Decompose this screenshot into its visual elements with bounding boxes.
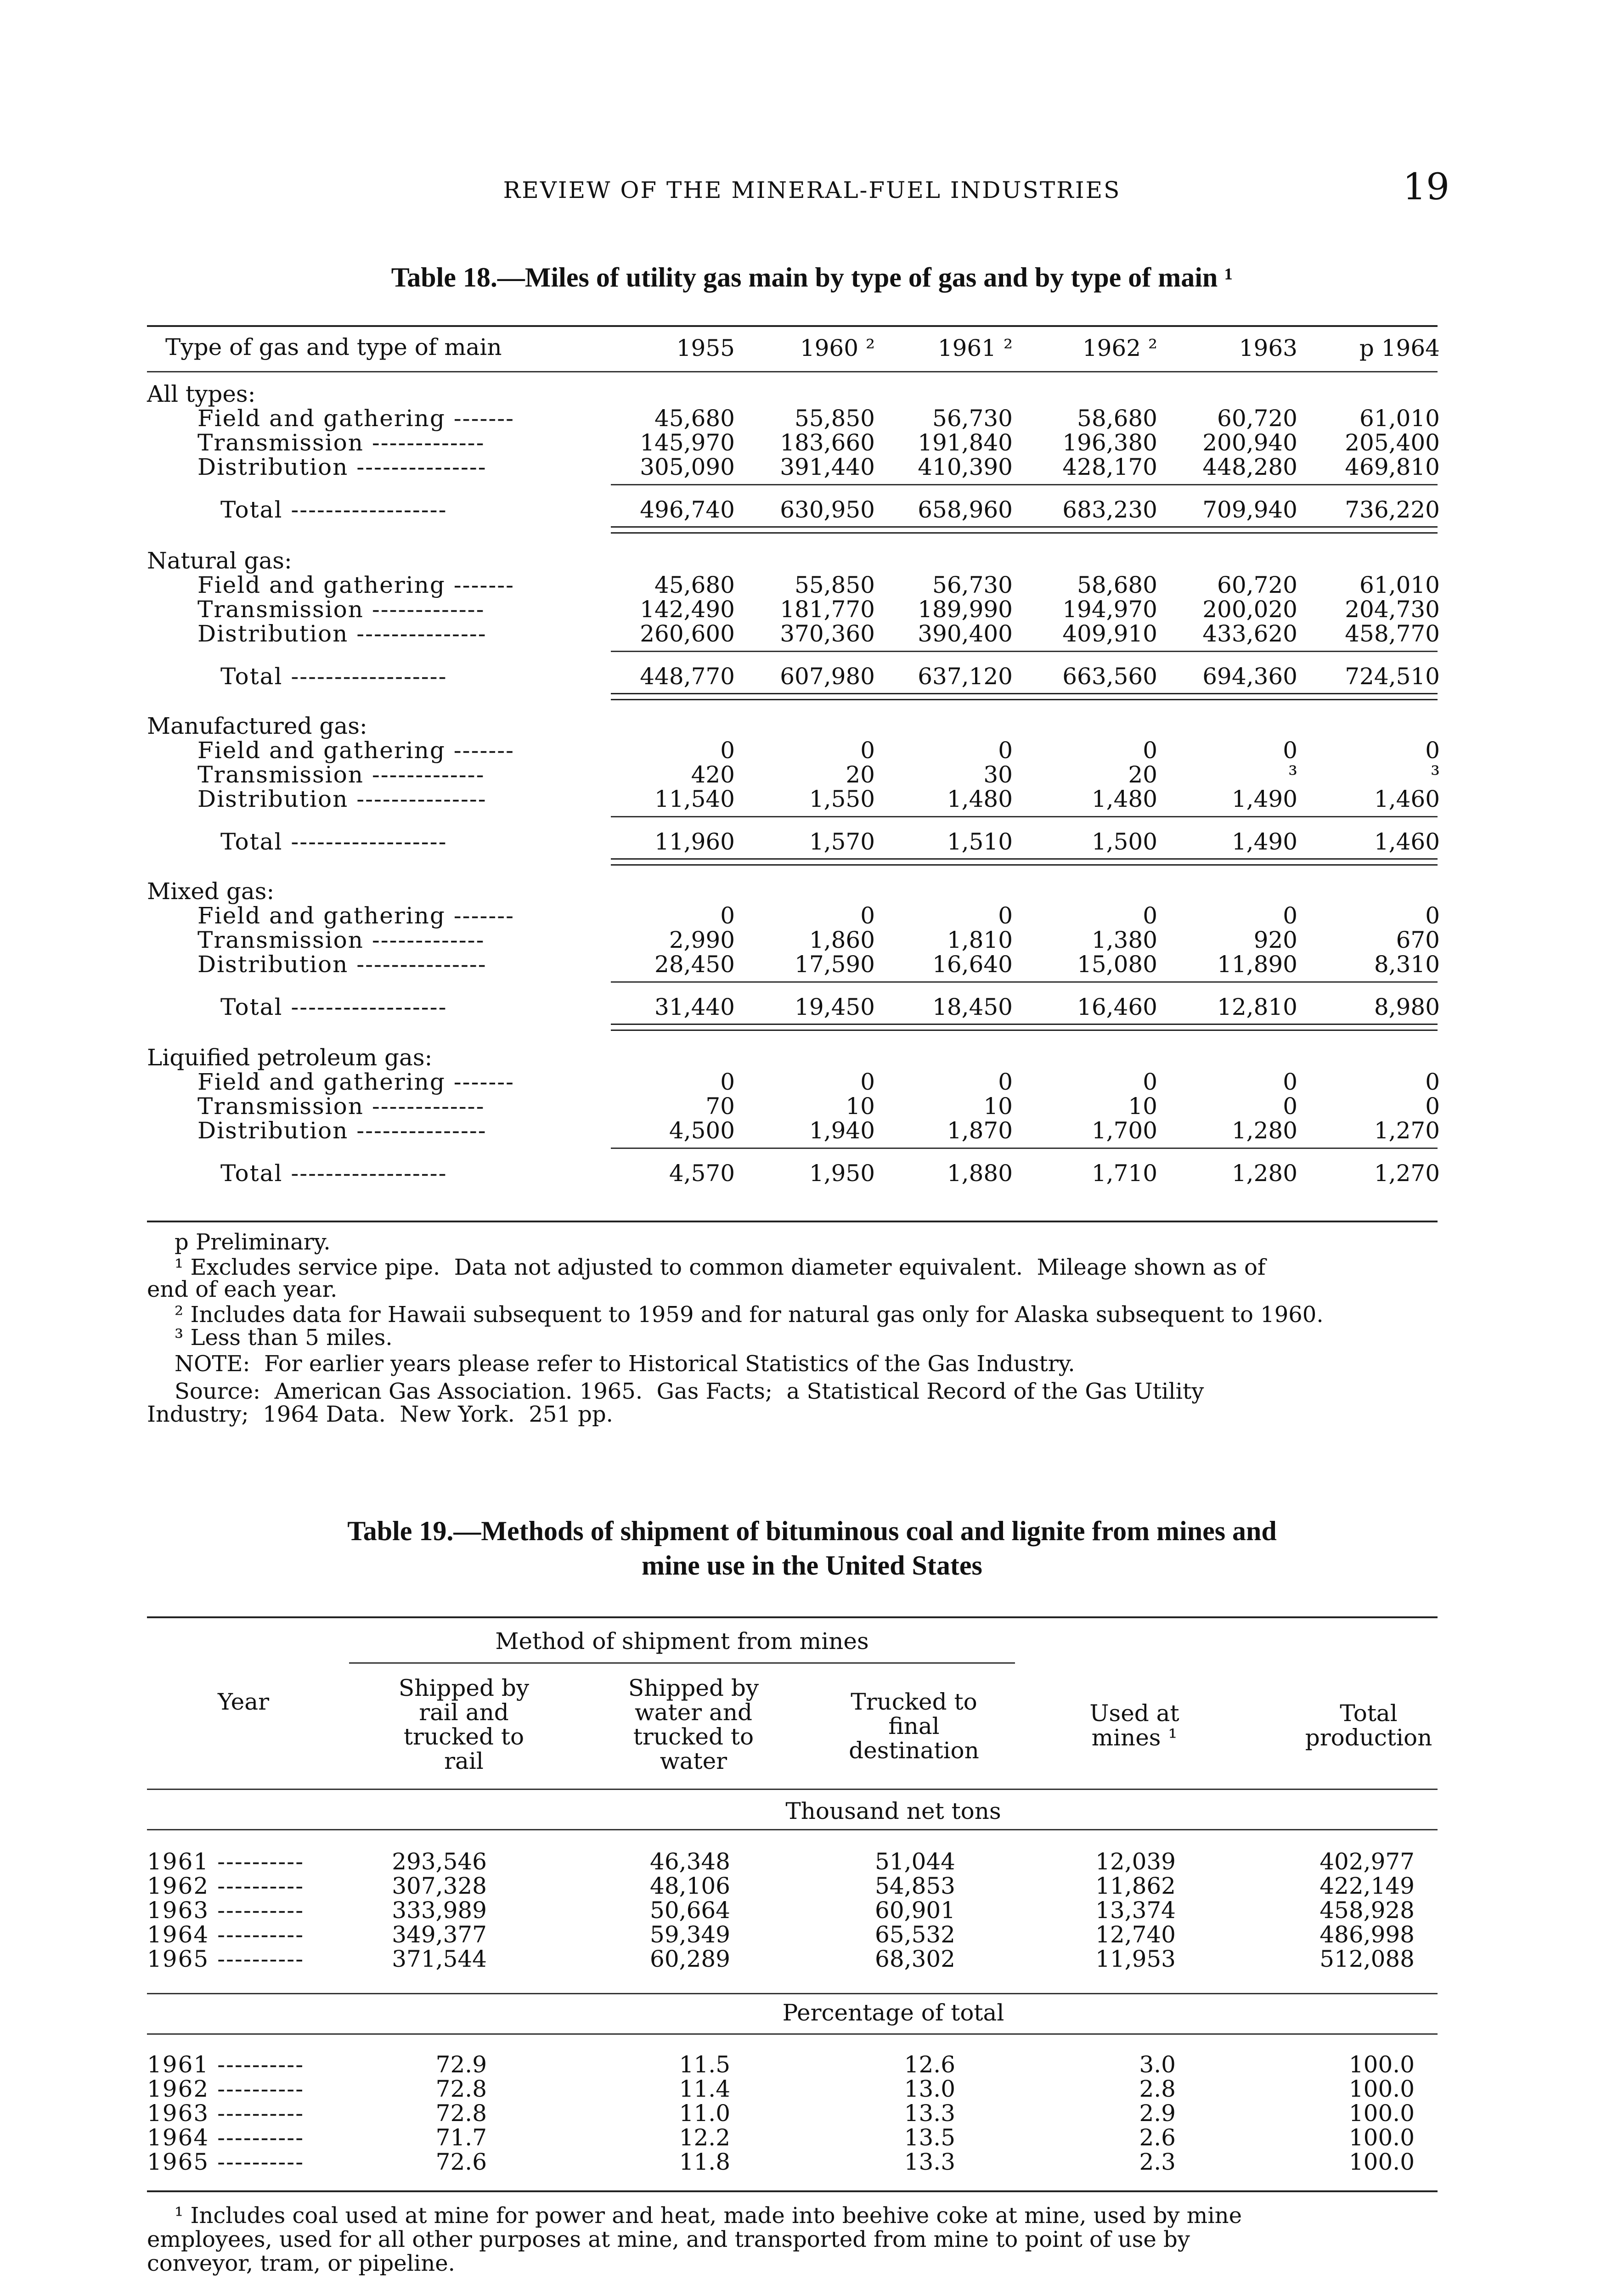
table18-row-label: Distribution --------------- [197,620,487,647]
table18-total-cell: 8,980 [1374,994,1440,1020]
page-number: 19 [1403,165,1449,208]
table18-total-cell: 448,770 [640,663,735,690]
table18-total-cell: 1,270 [1374,1160,1440,1187]
table18-year-header: 1960 ² [800,335,875,361]
table18-cell: 55,850 [795,405,875,432]
table18-cell: 10 [1128,1093,1157,1120]
table19-cell: 100.0 [1348,2149,1415,2175]
table18-cell: 1,940 [809,1117,875,1144]
table19-unit-header-pct: Percentage of total [782,1999,1004,2026]
table18-cell: 61,010 [1359,572,1440,598]
table18-cell: 16,640 [932,951,1013,978]
table18-cell: 390,400 [918,620,1013,647]
table18-total-cell: 658,960 [918,496,1013,523]
table19-col-header: Used at mines ¹ [1089,1700,1179,1751]
table18-cell: 10 [983,1093,1013,1120]
table18-total-label: Total ------------------ [220,496,447,523]
table18-cell: 0 [1283,1093,1297,1120]
table18-group-title: Liquified petroleum gas: [147,1044,433,1071]
table18-cell: 183,660 [780,429,875,456]
table18-total-cell: 663,560 [1062,663,1157,690]
table18-row-label: Distribution --------------- [197,951,487,978]
table18-total-cell: 4,570 [669,1160,735,1187]
running-head: REVIEW OF THE MINERAL-FUEL INDUSTRIES [503,177,1121,203]
table18-cell: 196,380 [1062,429,1157,456]
table18-total-cell: 637,120 [918,663,1013,690]
table18-row-label: Transmission ------------- [197,429,485,456]
table18-cell: 1,860 [809,927,875,953]
table18-footnote: ³ Less than 5 miles. [175,1325,393,1351]
table19-year: 1962 ---------- [147,1873,304,1899]
table19-cell: 48,106 [650,1873,730,1899]
table18-cell: 1,380 [1091,927,1157,953]
table19-year: 1964 ---------- [147,2124,304,2151]
table18-caption: Table 18.—Miles of utility gas main by type of gas and by type of main ¹ [391,262,1233,293]
table18-cell: 0 [1425,1093,1440,1120]
table18-cell: 0 [1425,1069,1440,1095]
table19-cell: 333,989 [392,1897,487,1924]
table19-cell: 349,377 [392,1921,487,1948]
table18-cell: 30 [983,761,1013,788]
table19-col-header: Total production [1305,1700,1432,1751]
table18-total-label: Total ------------------ [220,828,447,855]
table18-cell: 191,840 [918,429,1013,456]
table18-cell: 0 [998,1069,1013,1095]
table18-cell: 189,990 [918,596,1013,623]
table18-footnote: p Preliminary. [175,1229,331,1255]
table18-row-label: Distribution --------------- [197,1117,487,1144]
table19-cell: 12.2 [679,2124,730,2151]
table18-cell: 410,390 [918,454,1013,480]
table18-total-cell: 683,230 [1062,496,1157,523]
table19-unit-rule-pct [147,2033,1438,2035]
table18-cell: 60,720 [1217,572,1297,598]
table18-total-cell: 12,810 [1217,994,1297,1020]
table19-cell: 458,928 [1320,1897,1415,1924]
table18-cell: 370,360 [780,620,875,647]
table18-group-title: All types: [147,381,256,407]
table18-total-cell: 1,880 [947,1160,1013,1187]
table18-row-label: Field and gathering ------- [197,737,515,764]
table19-year: 1964 ---------- [147,1921,304,1948]
table19-cell: 2.9 [1139,2100,1176,2127]
table18-year-header: 1961 ² [937,335,1013,361]
table19-footnote: employees, used for all other purposes at mine, and transported from mine to point of use by [147,2227,1190,2252]
table18-cell: 142,490 [640,596,735,623]
table18-cell: 1,490 [1231,786,1297,812]
table19-unit-header-tons: Thousand net tons [785,1798,1001,1824]
table18-cell: 420 [691,761,735,788]
table19-cell: 11,862 [1095,1873,1176,1899]
table18-footnote: end of each year. [147,1277,338,1302]
table18-group-title: Mixed gas: [147,878,275,905]
table18-cell: 8,310 [1374,951,1440,978]
table18-cell: 145,970 [640,429,735,456]
table19-header-rule [147,1789,1438,1790]
table18-cell: 0 [720,737,735,764]
table19-cell: 72.8 [435,2100,487,2127]
table18-total-cell: 1,460 [1374,828,1440,855]
table18-year-header: 1955 [676,335,735,361]
table19-cell: 293,546 [392,1848,487,1875]
table18-cell: ³ [1288,761,1297,788]
table18-cell: 1,270 [1374,1117,1440,1144]
table18-row-label: Transmission ------------- [197,596,485,623]
table18-cell: 200,940 [1202,429,1297,456]
table18-cell: 10 [846,1093,875,1120]
table19-cell: 100.0 [1348,2124,1415,2151]
table18-year-header: 1963 [1239,335,1297,361]
table19-cell: 371,544 [392,1946,487,1972]
table19-cell: 51,044 [875,1848,955,1875]
table18-row-label: Field and gathering ------- [197,902,515,929]
table18-cell: 1,480 [947,786,1013,812]
table18-cell: 4,500 [669,1117,735,1144]
table18-total-cell: 709,940 [1202,496,1297,523]
table18-total-cell: 630,950 [780,496,875,523]
table18-row-label: Field and gathering ------- [197,405,515,432]
table18-cell: 55,850 [795,572,875,598]
table18-cell: 0 [1143,737,1157,764]
table18-cell: 920 [1253,927,1297,953]
table18-total-label: Total ------------------ [220,663,447,690]
table18-cell: 204,730 [1345,596,1440,623]
table19-cell: 11.0 [679,2100,730,2127]
table18-cell: 60,720 [1217,405,1297,432]
table19-cell: 72.6 [435,2149,487,2175]
table18-cell: 15,080 [1077,951,1157,978]
table18-cell: 28,450 [654,951,735,978]
table19-cell: 2.3 [1139,2149,1176,2175]
table18-total-cell: 1,950 [809,1160,875,1187]
table19-cell: 13,374 [1095,1897,1176,1924]
table18-cell: 20 [1128,761,1157,788]
table19-year: 1965 ---------- [147,2149,304,2175]
table19-cell: 12,039 [1095,1848,1176,1875]
table18-row-label: Field and gathering ------- [197,572,515,598]
table18-stub-header: Type of gas and type of main [165,334,502,360]
table19-cell: 3.0 [1139,2051,1176,2078]
table18-cell: 428,170 [1062,454,1157,480]
table18-cell: 1,550 [809,786,875,812]
table18-cell: 0 [860,902,875,929]
table19-cell: 100.0 [1348,2076,1415,2102]
table19-cell: 59,349 [650,1921,730,1948]
table18-total-label: Total ------------------ [220,1160,447,1187]
table18-group-title: Natural gas: [147,547,292,574]
table18-cell: 56,730 [932,572,1013,598]
table19-cell: 512,088 [1320,1946,1415,1972]
table19-caption-line1: Table 19.—Methods of shipment of bituminous coal and lignite from mines and [347,1516,1277,1546]
table18-cell: 11,890 [1217,951,1297,978]
table18-cell: 0 [720,1069,735,1095]
table18-cell: 11,540 [654,786,735,812]
table18-cell: 45,680 [654,405,735,432]
table18-cell: 200,020 [1202,596,1297,623]
table19-cell: 100.0 [1348,2100,1415,2127]
table18-cell: 2,990 [669,927,735,953]
table18-footnote: Industry; 1964 Data. New York. 251 pp. [147,1401,613,1427]
table18-cell: 458,770 [1345,620,1440,647]
table18-cell: 0 [1425,902,1440,929]
table19-footnote: ¹ Includes coal used at mine for power and heat, made into beehive coke at mine, used by mine [175,2203,1242,2228]
table18-total-cell: 1,710 [1091,1160,1157,1187]
table18-total-label: Total ------------------ [220,994,447,1020]
table19-cell: 60,901 [875,1897,955,1924]
table18-total-cell: 694,360 [1202,663,1297,690]
table19-cell: 11.5 [679,2051,730,2078]
table19-cell: 11.4 [679,2076,730,2102]
table18-cell: 0 [998,737,1013,764]
table19-footnote: conveyor, tram, or pipeline. [147,2251,455,2276]
table18-cell: 409,910 [1062,620,1157,647]
table19-cell: 13.0 [904,2076,955,2102]
table18-total-cell: 1,490 [1231,828,1297,855]
table18-cell: 0 [1425,737,1440,764]
table18-cell: 0 [860,1069,875,1095]
table18-total-cell: 19,450 [795,994,875,1020]
table18-cell: 670 [1396,927,1440,953]
table18-total-cell: 31,440 [654,994,735,1020]
table18-total-cell: 16,460 [1077,994,1157,1020]
table18-row-label: Field and gathering ------- [197,1069,515,1095]
table19-cell: 72.8 [435,2076,487,2102]
table19-cell: 402,977 [1320,1848,1415,1875]
table18-group-title: Manufactured gas: [147,713,367,739]
table19-cell: 72.9 [435,2051,487,2078]
table18-cell: 1,700 [1091,1117,1157,1144]
table19-top-rule [147,1616,1438,1618]
table19-cell: 307,328 [392,1873,487,1899]
table18-cell: 1,460 [1374,786,1440,812]
table19-col-header: Trucked to final destination [849,1688,979,1764]
table19-unit-rule-tons [147,1829,1438,1830]
table19-cell: 54,853 [875,1873,955,1899]
table18-cell: 0 [1283,737,1297,764]
table19-cell: 71.7 [435,2124,487,2151]
table19-cell: 13.3 [904,2100,955,2127]
table18-total-cell: 1,570 [809,828,875,855]
table18-row-label: Distribution --------------- [197,454,487,480]
table19-cell: 12.6 [904,2051,955,2078]
table18-total-cell: 1,510 [947,828,1013,855]
table19-caption-line2: mine use in the United States [642,1550,982,1581]
table19-cell: 12,740 [1095,1921,1176,1948]
table19-cell: 13.3 [904,2149,955,2175]
table18-row-label: Transmission ------------- [197,1093,485,1120]
table18-cell: 45,680 [654,572,735,598]
table19-cell: 2.6 [1139,2124,1176,2151]
table18-cell: 1,870 [947,1117,1013,1144]
table18-total-cell: 607,980 [780,663,875,690]
table18-cell: 305,090 [640,454,735,480]
table18-cell: 205,400 [1345,429,1440,456]
table18-cell: 17,590 [795,951,875,978]
table18-row-label: Distribution --------------- [197,786,487,812]
table18-total-cell: 736,220 [1345,496,1440,523]
table19-year: 1961 ---------- [147,2051,304,2078]
table18-cell: 448,280 [1202,454,1297,480]
table18-cell: 58,680 [1077,572,1157,598]
table18-total-cell: 496,740 [640,496,735,523]
table18-cell: 0 [1143,902,1157,929]
table18-total-cell: 1,280 [1231,1160,1297,1187]
table19-year: 1961 ---------- [147,1848,304,1875]
table18-total-cell: 724,510 [1345,663,1440,690]
table18-footnote: ¹ Excludes service pipe. Data not adjusted to common diameter equivalent. Mileage shown as of [175,1255,1266,1280]
table18-year-header: p 1964 [1359,335,1440,361]
table19-cell: 65,532 [875,1921,955,1948]
table18-cell: 20 [846,761,875,788]
table18-total-cell: 18,450 [932,994,1013,1020]
table18-cell: 1,280 [1231,1117,1297,1144]
table18-cell: 1,810 [947,927,1013,953]
table18-cell: 0 [720,902,735,929]
table18-cell: 0 [860,737,875,764]
table18-cell: 70 [705,1093,735,1120]
table19-bottom-rule [147,2190,1438,2192]
table18-row-label: Transmission ------------- [197,761,485,788]
table19-group-header: Method of shipment from mines [495,1628,869,1654]
table19-cell: 486,998 [1320,1921,1415,1948]
table18-footnote: ² Includes data for Hawaii subsequent to 1959 and for natural gas only for Alaska subsequent to 1960. [175,1302,1324,1328]
table18-cell: 61,010 [1359,405,1440,432]
table19-cell: 100.0 [1348,2051,1415,2078]
table18-cell: 0 [1283,1069,1297,1095]
table19-cell: 68,302 [875,1946,955,1972]
table18-cell: 194,970 [1062,596,1157,623]
table18-cell: 58,680 [1077,405,1157,432]
table18-cell: 391,440 [780,454,875,480]
table18-cell: 1,480 [1091,786,1157,812]
table19-cell: 13.5 [904,2124,955,2151]
table18-cell: ³ [1430,761,1440,788]
table18-total-cell: 11,960 [654,828,735,855]
table18-cell: 433,620 [1202,620,1297,647]
table18-year-header: 1962 ² [1082,335,1157,361]
table19-cell: 50,664 [650,1897,730,1924]
table19-cell: 46,348 [650,1848,730,1875]
table19-year: 1962 ---------- [147,2076,304,2102]
table19-unit-rule-pct-top [147,1993,1438,1994]
table19-col-header: Shipped by rail and trucked to rail [398,1675,530,1774]
table18-cell: 469,810 [1345,454,1440,480]
table19-cell: 422,149 [1320,1873,1415,1899]
table18-cell: 181,770 [780,596,875,623]
table18-row-label: Transmission ------------- [197,927,485,953]
table19-stub-header: Year [218,1688,269,1715]
table19-year: 1963 ---------- [147,1897,304,1924]
table18-total-cell: 1,500 [1091,828,1157,855]
table19-group-rule [349,1662,1015,1664]
table19-year: 1963 ---------- [147,2100,304,2127]
table19-cell: 60,289 [650,1946,730,1972]
table18-cell: 56,730 [932,405,1013,432]
table18-cell: 0 [998,902,1013,929]
table19-year: 1965 ---------- [147,1946,304,1972]
table19-cell: 2.8 [1139,2076,1176,2102]
table19-cell: 11.8 [679,2149,730,2175]
table19-cell: 11,953 [1095,1946,1176,1972]
table18-cell: 0 [1283,902,1297,929]
table18-footnote: Source: American Gas Association. 1965. Gas Facts; a Statistical Record of the Gas Utility [175,1379,1204,1404]
table18-footnote: NOTE: For earlier years please refer to Historical Statistics of the Gas Industry. [175,1351,1075,1377]
table18-cell: 0 [1143,1069,1157,1095]
table19-col-header: Shipped by water and trucked to water [628,1675,759,1774]
table18-cell: 260,600 [640,620,735,647]
